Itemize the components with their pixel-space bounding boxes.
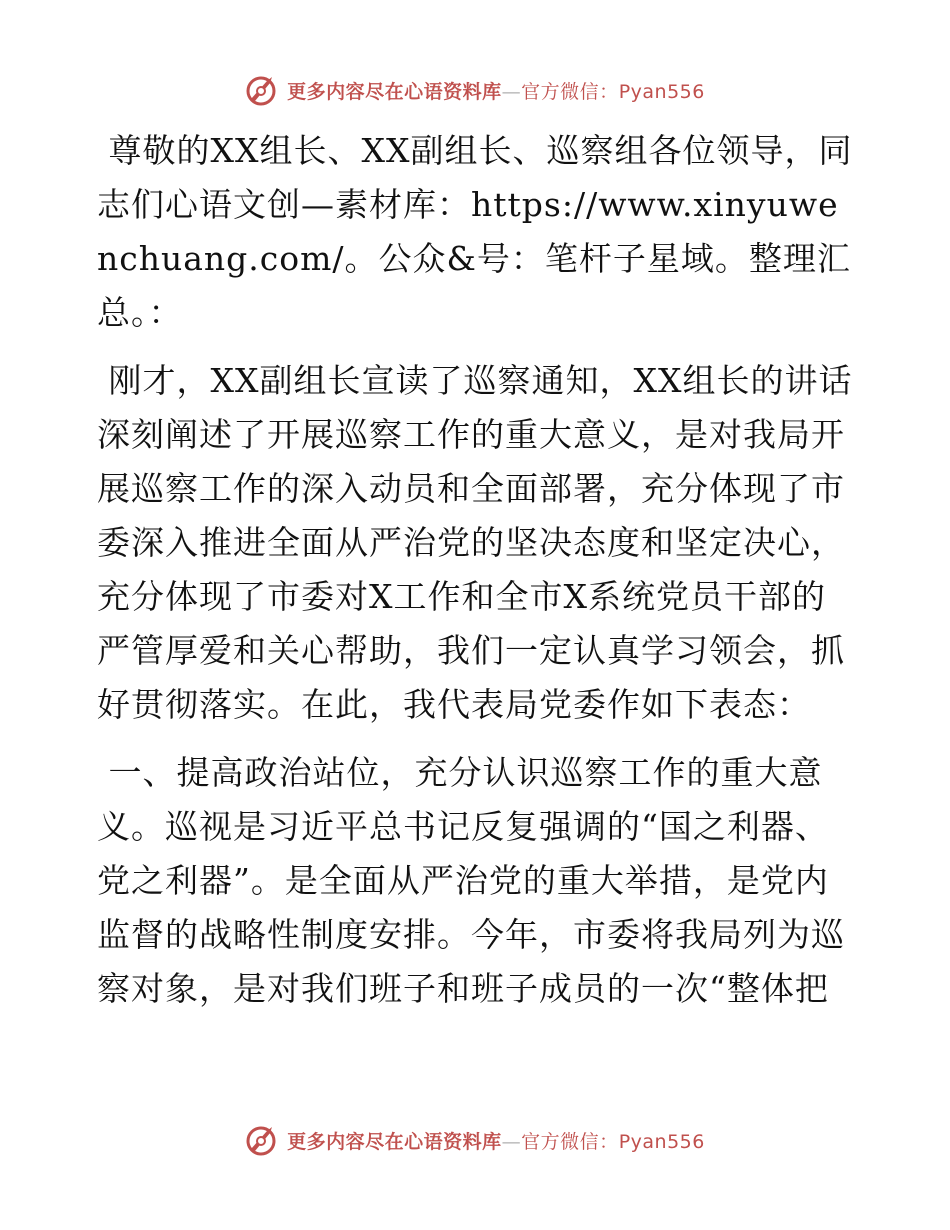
wechat-label: 官方微信： xyxy=(521,80,619,103)
brush-logo-icon xyxy=(245,73,279,107)
brush-logo-icon xyxy=(245,1123,279,1157)
wechat-id: Pyan556 xyxy=(618,1130,705,1153)
watermark-separator: — xyxy=(501,80,522,103)
wechat-id: Pyan556 xyxy=(618,80,705,103)
header-watermark xyxy=(0,68,950,112)
document-body xyxy=(97,124,857,1030)
watermark-separator: — xyxy=(501,1130,522,1153)
watermark-text: 更多内容尽在心语资料库 xyxy=(287,1130,502,1153)
watermark-label xyxy=(287,77,705,104)
footer-watermark xyxy=(0,1118,950,1162)
paragraph-section-one: 一、提高政治站位，充分认识巡察工作的重大意义。巡视是习近平总书记反复强调的“国之利器、党之利器”。是全面从严治党的重大举措，是党内监督的战略性制度安排。今年，市委将我局列为巡察对象，是对我们班子和班子成员的一次“整体把 xyxy=(97,753,845,1008)
watermark-text: 更多内容尽在心语资料库 xyxy=(287,80,502,103)
paragraph-greeting: 尊敬的XX组长、XX副组长、巡察组各位领导，同志们心语文创—素材库：https://www.xinyuwenchuang.com/。公众&号：笔杆子星域。整理汇总。： xyxy=(97,131,853,332)
paragraph-intro: 刚才，XX副组长宣读了巡察通知，XX组长的讲话深刻阐述了开展巡察工作的重大意义，是对我局开展巡察工作的深入动员和全面部署，充分体现了市委深入推进全面从严治党的坚决态度和坚定决心，充分体现了市委对X工作和全市X系统党员干部的严管厚爱和关心帮助，我们一定认真学习领会，抓好贯彻落实。在此，我代表局党委作如下表态： xyxy=(97,361,853,724)
wechat-label: 官方微信： xyxy=(521,1130,619,1153)
watermark-label xyxy=(287,1127,705,1154)
